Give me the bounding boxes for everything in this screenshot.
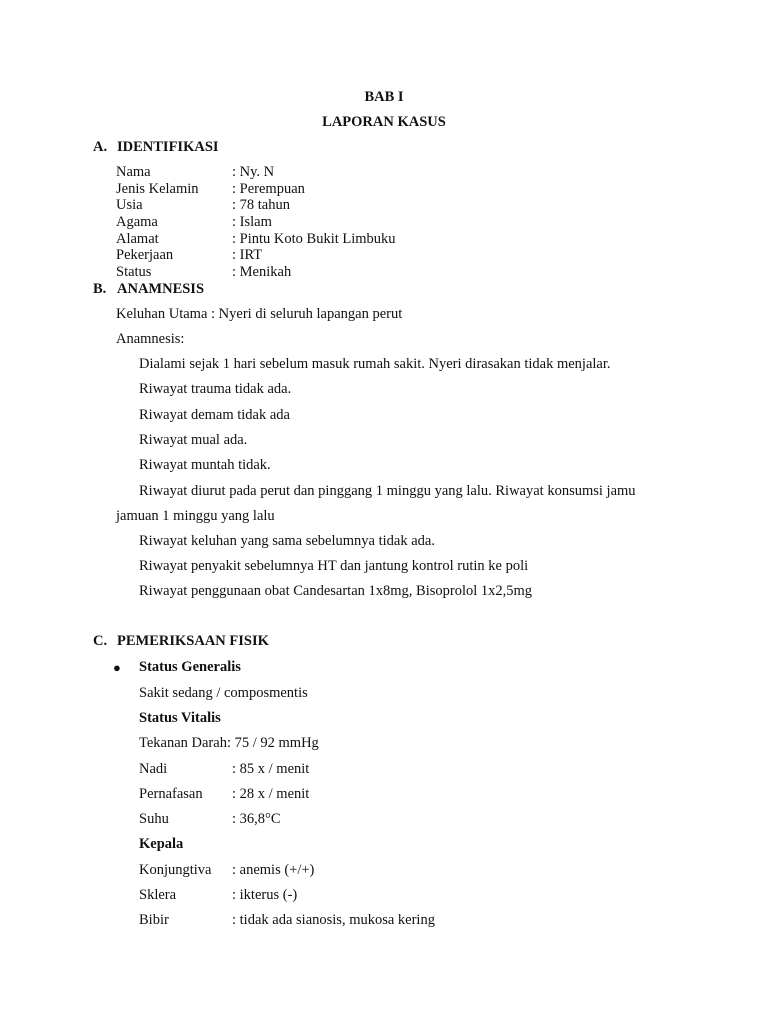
field-value-status: : Menikah — [232, 264, 292, 280]
kepala-value-konjungtiva: : anemis (+/+) — [232, 862, 315, 878]
status-generalis-heading: Status Generalis — [139, 659, 241, 675]
field-label-jenis-kelamin: Jenis Kelamin — [116, 181, 199, 197]
anamnesis-line: Dialami sejak 1 hari sebelum masuk rumah sakit. Nyeri dirasakan tidak menjalar. — [139, 356, 611, 372]
section-b-number: B. — [93, 281, 107, 297]
field-value-jenis-kelamin: : Perempuan — [232, 181, 305, 197]
vital-label-pernafasan: Pernafasan — [139, 786, 203, 802]
field-label-status: Status — [116, 264, 152, 280]
anamnesis-line: Riwayat penyakit sebelumnya HT dan jantung kontrol rutin ke poli — [139, 558, 529, 574]
anamnesis-line: Riwayat diurut pada perut dan pinggang 1 minggu yang lalu. Riwayat konsumsi jamu — [139, 483, 636, 499]
kepala-value-sklera: : ikterus (-) — [232, 887, 298, 903]
tekanan-darah: Tekanan Darah: 75 / 92 mmHg — [139, 735, 319, 751]
anamnesis-label: Anamnesis: — [116, 331, 185, 347]
vital-label-suhu: Suhu — [139, 811, 169, 827]
field-value-nama: : Ny. N — [232, 164, 275, 180]
field-label-usia: Usia — [116, 197, 143, 213]
anamnesis-line: jamuan 1 minggu yang lalu — [116, 508, 275, 524]
bullet-icon: ● — [113, 660, 121, 675]
section-c-number: C. — [93, 633, 108, 649]
anamnesis-line: Riwayat keluhan yang sama sebelumnya tidak ada. — [139, 533, 435, 549]
report-title: LAPORAN KASUS — [322, 114, 446, 130]
field-label-pekerjaan: Pekerjaan — [116, 247, 174, 263]
vital-value-nadi: : 85 x / menit — [232, 761, 310, 777]
kepala-label-bibir: Bibir — [139, 912, 169, 928]
field-value-agama: : Islam — [232, 214, 272, 230]
anamnesis-line: Riwayat muntah tidak. — [139, 457, 271, 473]
field-value-pekerjaan: : IRT — [232, 247, 263, 263]
section-a-number: A. — [93, 139, 108, 155]
field-label-alamat: Alamat — [116, 231, 159, 247]
vital-value-pernafasan: : 28 x / menit — [232, 786, 310, 802]
field-value-alamat: : Pintu Koto Bukit Limbuku — [232, 231, 396, 247]
anamnesis-line: Riwayat mual ada. — [139, 432, 248, 448]
kepala-value-bibir: : tidak ada sianosis, mukosa kering — [232, 912, 435, 928]
section-c-title: PEMERIKSAAN FISIK — [117, 633, 269, 649]
status-vitalis-heading: Status Vitalis — [139, 710, 221, 726]
field-label-agama: Agama — [116, 214, 158, 230]
kepala-label-konjungtiva: Konjungtiva — [139, 862, 212, 878]
status-generalis-value: Sakit sedang / composmentis — [139, 685, 308, 701]
anamnesis-line: Riwayat demam tidak ada — [139, 407, 290, 423]
kepala-label-sklera: Sklera — [139, 887, 177, 903]
kepala-heading: Kepala — [139, 836, 184, 852]
field-value-usia: : 78 tahun — [232, 197, 290, 213]
keluhan-utama: Keluhan Utama : Nyeri di seluruh lapangan perut — [116, 306, 403, 322]
vital-label-nadi: Nadi — [139, 761, 168, 777]
field-label-nama: Nama — [116, 164, 151, 180]
section-a-title: IDENTIFIKASI — [117, 139, 219, 155]
chapter-heading: BAB I — [364, 89, 404, 105]
anamnesis-line: Riwayat penggunaan obat Candesartan 1x8mg, Bisoprolol 1x2,5mg — [139, 583, 533, 599]
anamnesis-line: Riwayat trauma tidak ada. — [139, 381, 292, 397]
section-b-title: ANAMNESIS — [117, 281, 205, 297]
vital-value-suhu: : 36,8°C — [232, 811, 281, 827]
